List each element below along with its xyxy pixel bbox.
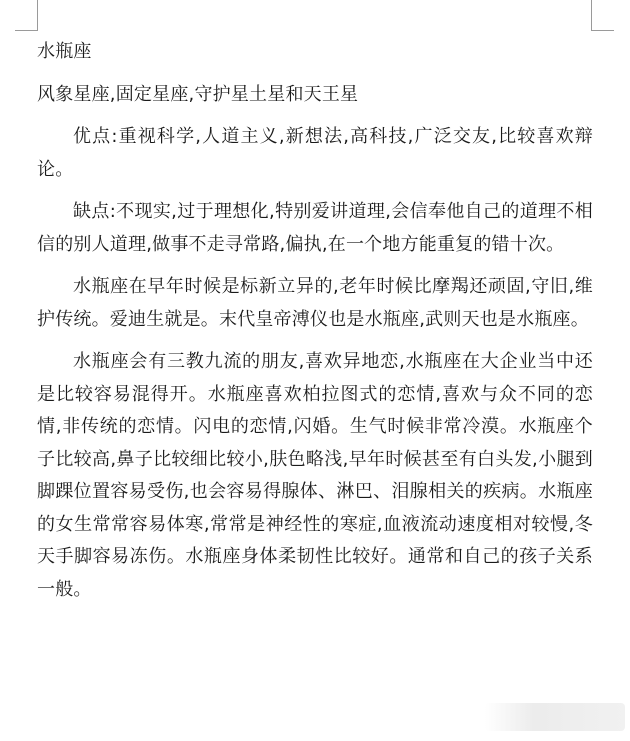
paragraph-early-late-years: 水瓶座在早年时候是标新立异的,老年时候比摩羯还顽固,守旧,维护传统。爱迪生就是。末代皇帝溥仪也是水瓶座,武则天也是水瓶座。 xyxy=(37,276,593,330)
crop-mark-top-left xyxy=(15,0,38,31)
document-heading: 水瓶座 xyxy=(37,41,92,62)
paragraph-weaknesses: 缺点:不现实,过于理想化,特别爱讲道理,会信奉他自己的道理不相信的别人道理,做事不走寻常路,偏执,在一个地方能重复的错十次。 xyxy=(37,201,593,255)
document-body xyxy=(37,36,593,606)
paragraph-traits-health: 水瓶座会有三教九流的朋友,喜欢异地恋,水瓶座在大企业当中还是比较容易混得开。水瓶座喜欢柏拉图式的恋情,喜欢与众不同的恋情,非传统的恋情。闪电的恋情,闪婚。生气时候非常冷漠。水瓶座个子比较高,鼻子比较细比较小,肤色略浅,早年时候甚至有白头发,小腿到脚踝位置容易受伤,也会容易得腺体、淋巴、泪腺相关的疾病。水瓶座的女生常常容易体寒,常常是神经性的寒症,血液流动速度相对较慢,冬天手脚容易冻伤。水瓶座身体柔韧性比较好。通常和自己的孩子关系一般。 xyxy=(37,351,593,600)
document-subheading: 风象星座,固定星座,守护星土星和天王星 xyxy=(37,83,359,105)
blurred-watermark xyxy=(485,703,625,731)
paragraph-strengths: 优点:重视科学,人道主义,新想法,高科技,广泛交友,比较喜欢辩论。 xyxy=(37,126,593,180)
crop-mark-top-right xyxy=(591,0,614,31)
